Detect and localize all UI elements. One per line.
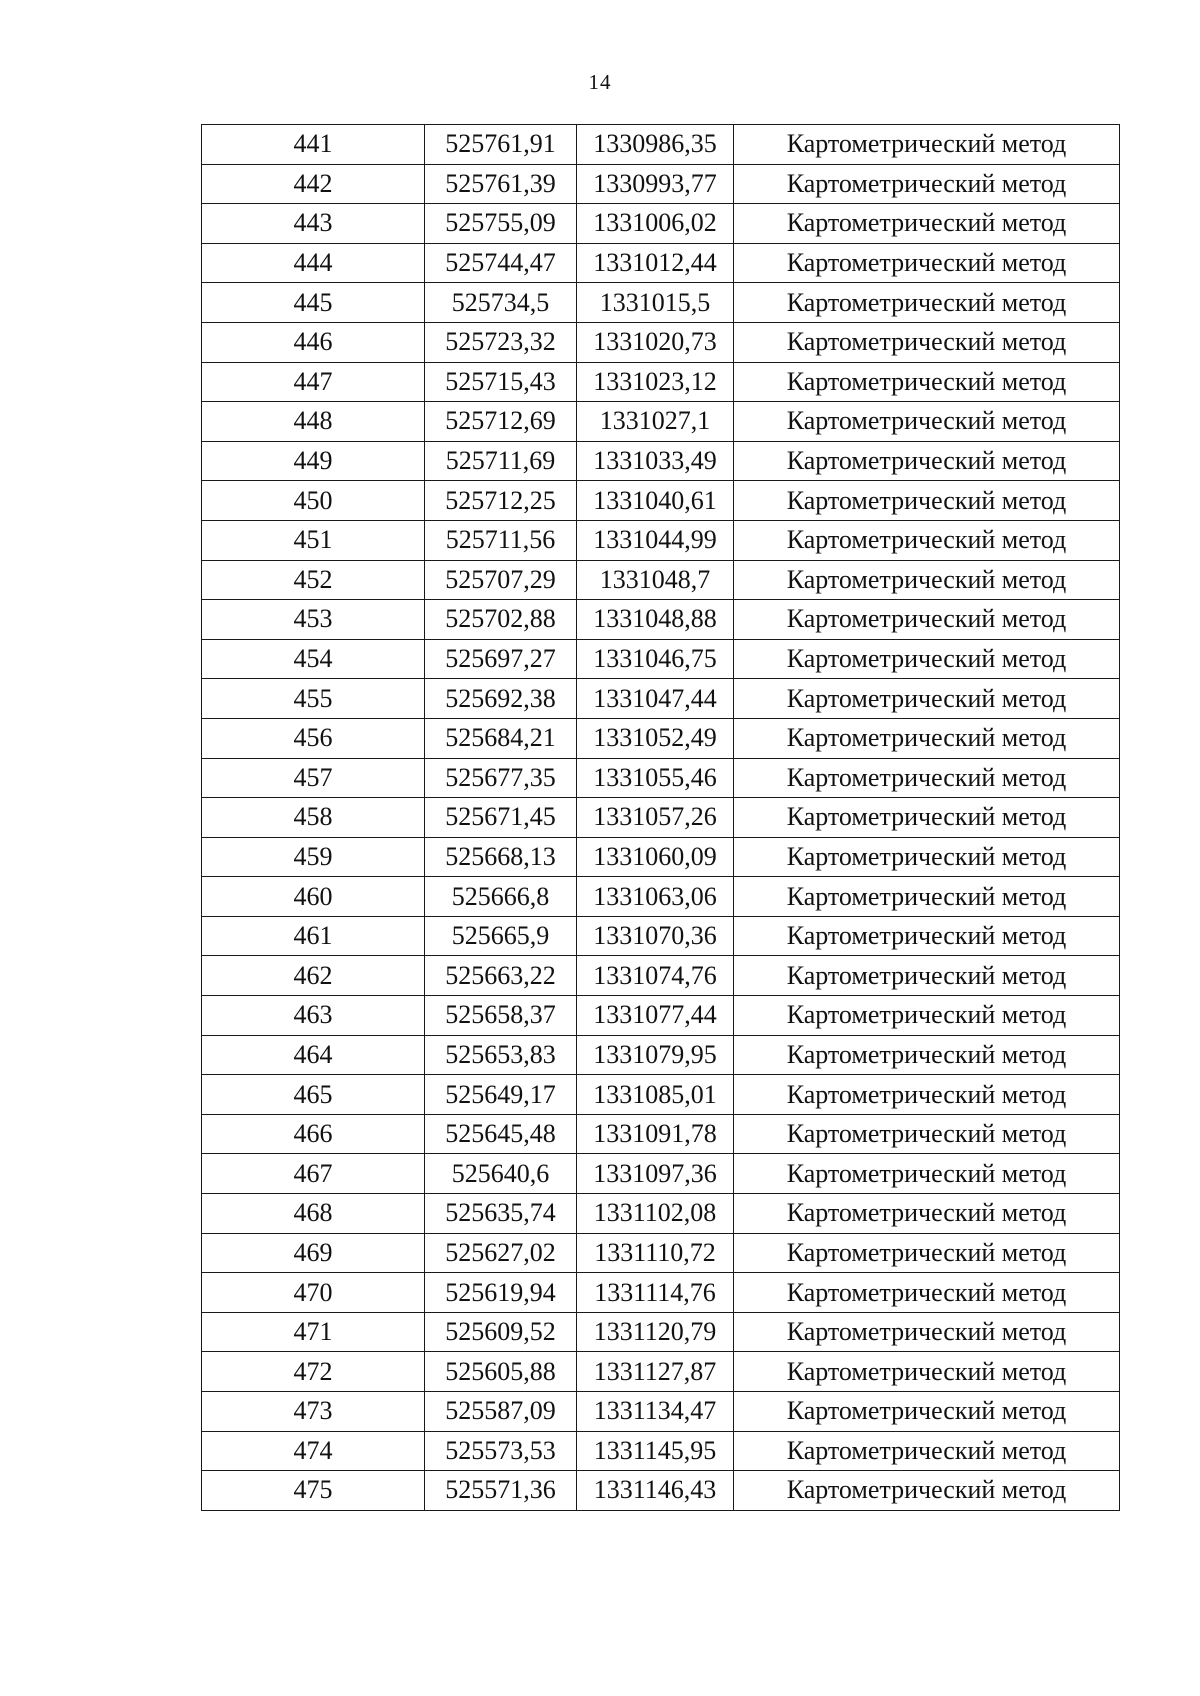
point-number-cell: 441 <box>202 125 425 165</box>
table-row <box>202 125 1120 165</box>
x-coordinate-cell: 525609,52 <box>425 1312 577 1352</box>
point-number-cell: 459 <box>202 837 425 877</box>
x-coordinate-cell: 525663,22 <box>425 956 577 996</box>
y-coordinate-cell: 1331055,46 <box>577 758 734 798</box>
point-number-cell: 461 <box>202 916 425 956</box>
point-number-cell: 455 <box>202 679 425 719</box>
table-row <box>202 1312 1120 1352</box>
method-cell: Картометрический метод <box>734 1392 1120 1432</box>
point-number-cell: 444 <box>202 243 425 283</box>
point-number-cell: 463 <box>202 996 425 1036</box>
x-coordinate-cell: 525658,37 <box>425 996 577 1036</box>
y-coordinate-cell: 1331070,36 <box>577 916 734 956</box>
method-cell: Картометрический метод <box>734 639 1120 679</box>
table-row <box>202 679 1120 719</box>
method-cell: Картометрический метод <box>734 1352 1120 1392</box>
point-number-cell: 456 <box>202 718 425 758</box>
table-row <box>202 1273 1120 1313</box>
point-number-cell: 449 <box>202 441 425 481</box>
point-number-cell: 466 <box>202 1114 425 1154</box>
x-coordinate-cell: 525711,69 <box>425 441 577 481</box>
y-coordinate-cell: 1331127,87 <box>577 1352 734 1392</box>
method-cell: Картометрический метод <box>734 1194 1120 1234</box>
x-coordinate-cell: 525755,09 <box>425 204 577 244</box>
table-row <box>202 1194 1120 1234</box>
method-cell: Картометрический метод <box>734 204 1120 244</box>
x-coordinate-cell: 525692,38 <box>425 679 577 719</box>
x-coordinate-cell: 525744,47 <box>425 243 577 283</box>
y-coordinate-cell: 1331015,5 <box>577 283 734 323</box>
x-coordinate-cell: 525668,13 <box>425 837 577 877</box>
point-number-cell: 447 <box>202 362 425 402</box>
x-coordinate-cell: 525653,83 <box>425 1035 577 1075</box>
method-cell: Картометрический метод <box>734 1035 1120 1075</box>
table-row <box>202 1035 1120 1075</box>
method-cell: Картометрический метод <box>734 322 1120 362</box>
x-coordinate-cell: 525702,88 <box>425 600 577 640</box>
method-cell: Картометрический метод <box>734 1431 1120 1471</box>
table-row <box>202 1392 1120 1432</box>
point-number-cell: 464 <box>202 1035 425 1075</box>
y-coordinate-cell: 1331020,73 <box>577 322 734 362</box>
table-row <box>202 441 1120 481</box>
point-number-cell: 474 <box>202 1431 425 1471</box>
y-coordinate-cell: 1331006,02 <box>577 204 734 244</box>
point-number-cell: 473 <box>202 1392 425 1432</box>
method-cell: Картометрический метод <box>734 798 1120 838</box>
y-coordinate-cell: 1331114,76 <box>577 1273 734 1313</box>
page-number: 14 <box>588 70 612 94</box>
y-coordinate-cell: 1330986,35 <box>577 125 734 165</box>
method-cell: Картометрический метод <box>734 402 1120 442</box>
table-row <box>202 283 1120 323</box>
method-cell: Картометрический метод <box>734 441 1120 481</box>
y-coordinate-cell: 1331134,47 <box>577 1392 734 1432</box>
y-coordinate-cell: 1331048,88 <box>577 600 734 640</box>
x-coordinate-cell: 525587,09 <box>425 1392 577 1432</box>
x-coordinate-cell: 525707,29 <box>425 560 577 600</box>
table-row <box>202 520 1120 560</box>
point-number-cell: 448 <box>202 402 425 442</box>
x-coordinate-cell: 525684,21 <box>425 718 577 758</box>
table-row <box>202 322 1120 362</box>
point-number-cell: 475 <box>202 1471 425 1511</box>
table-row <box>202 204 1120 244</box>
table-row <box>202 1075 1120 1115</box>
y-coordinate-cell: 1331120,79 <box>577 1312 734 1352</box>
table-row <box>202 996 1120 1036</box>
point-number-cell: 460 <box>202 877 425 917</box>
method-cell: Картометрический метод <box>734 877 1120 917</box>
y-coordinate-cell: 1331052,49 <box>577 718 734 758</box>
x-coordinate-cell: 525677,35 <box>425 758 577 798</box>
y-coordinate-cell: 1331027,1 <box>577 402 734 442</box>
method-cell: Картометрический метод <box>734 1312 1120 1352</box>
method-cell: Картометрический метод <box>734 837 1120 877</box>
table-row <box>202 1154 1120 1194</box>
table-row <box>202 639 1120 679</box>
point-number-cell: 453 <box>202 600 425 640</box>
x-coordinate-cell: 525666,8 <box>425 877 577 917</box>
table-row <box>202 1114 1120 1154</box>
method-cell: Картометрический метод <box>734 243 1120 283</box>
y-coordinate-cell: 1331102,08 <box>577 1194 734 1234</box>
x-coordinate-cell: 525711,56 <box>425 520 577 560</box>
coordinates-table <box>201 124 1120 1511</box>
y-coordinate-cell: 1331074,76 <box>577 956 734 996</box>
method-cell: Картометрический метод <box>734 362 1120 402</box>
x-coordinate-cell: 525645,48 <box>425 1114 577 1154</box>
x-coordinate-cell: 525761,91 <box>425 125 577 165</box>
point-number-cell: 465 <box>202 1075 425 1115</box>
y-coordinate-cell: 1330993,77 <box>577 164 734 204</box>
method-cell: Картометрический метод <box>734 679 1120 719</box>
point-number-cell: 467 <box>202 1154 425 1194</box>
method-cell: Картометрический метод <box>734 916 1120 956</box>
table-row <box>202 600 1120 640</box>
x-coordinate-cell: 525640,6 <box>425 1154 577 1194</box>
y-coordinate-cell: 1331060,09 <box>577 837 734 877</box>
y-coordinate-cell: 1331047,44 <box>577 679 734 719</box>
y-coordinate-cell: 1331063,06 <box>577 877 734 917</box>
y-coordinate-cell: 1331033,49 <box>577 441 734 481</box>
point-number-cell: 451 <box>202 520 425 560</box>
y-coordinate-cell: 1331046,75 <box>577 639 734 679</box>
x-coordinate-cell: 525761,39 <box>425 164 577 204</box>
table-row <box>202 1233 1120 1273</box>
x-coordinate-cell: 525712,69 <box>425 402 577 442</box>
x-coordinate-cell: 525627,02 <box>425 1233 577 1273</box>
table-row <box>202 164 1120 204</box>
x-coordinate-cell: 525619,94 <box>425 1273 577 1313</box>
x-coordinate-cell: 525665,9 <box>425 916 577 956</box>
table-row <box>202 362 1120 402</box>
method-cell: Картометрический метод <box>734 1273 1120 1313</box>
y-coordinate-cell: 1331077,44 <box>577 996 734 1036</box>
table-row <box>202 877 1120 917</box>
x-coordinate-cell: 525715,43 <box>425 362 577 402</box>
y-coordinate-cell: 1331040,61 <box>577 481 734 521</box>
method-cell: Картометрический метод <box>734 1233 1120 1273</box>
x-coordinate-cell: 525712,25 <box>425 481 577 521</box>
y-coordinate-cell: 1331146,43 <box>577 1471 734 1511</box>
point-number-cell: 470 <box>202 1273 425 1313</box>
y-coordinate-cell: 1331079,95 <box>577 1035 734 1075</box>
x-coordinate-cell: 525697,27 <box>425 639 577 679</box>
method-cell: Картометрический метод <box>734 1154 1120 1194</box>
method-cell: Картометрический метод <box>734 1075 1120 1115</box>
y-coordinate-cell: 1331023,12 <box>577 362 734 402</box>
table-row <box>202 837 1120 877</box>
y-coordinate-cell: 1331048,7 <box>577 560 734 600</box>
y-coordinate-cell: 1331085,01 <box>577 1075 734 1115</box>
x-coordinate-cell: 525573,53 <box>425 1431 577 1471</box>
y-coordinate-cell: 1331097,36 <box>577 1154 734 1194</box>
method-cell: Картометрический метод <box>734 560 1120 600</box>
point-number-cell: 443 <box>202 204 425 244</box>
table-row <box>202 956 1120 996</box>
table-row <box>202 1431 1120 1471</box>
method-cell: Картометрический метод <box>734 1114 1120 1154</box>
point-number-cell: 462 <box>202 956 425 996</box>
table-row <box>202 718 1120 758</box>
y-coordinate-cell: 1331012,44 <box>577 243 734 283</box>
x-coordinate-cell: 525635,74 <box>425 1194 577 1234</box>
x-coordinate-cell: 525571,36 <box>425 1471 577 1511</box>
x-coordinate-cell: 525723,32 <box>425 322 577 362</box>
method-cell: Картометрический метод <box>734 718 1120 758</box>
table-row <box>202 1471 1120 1511</box>
table-row <box>202 798 1120 838</box>
method-cell: Картометрический метод <box>734 758 1120 798</box>
method-cell: Картометрический метод <box>734 520 1120 560</box>
method-cell: Картометрический метод <box>734 600 1120 640</box>
method-cell: Картометрический метод <box>734 481 1120 521</box>
point-number-cell: 472 <box>202 1352 425 1392</box>
table-row <box>202 1352 1120 1392</box>
point-number-cell: 469 <box>202 1233 425 1273</box>
point-number-cell: 458 <box>202 798 425 838</box>
table-row <box>202 402 1120 442</box>
point-number-cell: 446 <box>202 322 425 362</box>
x-coordinate-cell: 525734,5 <box>425 283 577 323</box>
x-coordinate-cell: 525671,45 <box>425 798 577 838</box>
point-number-cell: 468 <box>202 1194 425 1234</box>
table-row <box>202 481 1120 521</box>
method-cell: Картометрический метод <box>734 125 1120 165</box>
y-coordinate-cell: 1331145,95 <box>577 1431 734 1471</box>
point-number-cell: 457 <box>202 758 425 798</box>
table-row <box>202 560 1120 600</box>
point-number-cell: 450 <box>202 481 425 521</box>
point-number-cell: 454 <box>202 639 425 679</box>
table-row <box>202 243 1120 283</box>
coordinates-table-body <box>202 125 1120 1511</box>
method-cell: Картометрический метод <box>734 283 1120 323</box>
x-coordinate-cell: 525649,17 <box>425 1075 577 1115</box>
method-cell: Картометрический метод <box>734 164 1120 204</box>
y-coordinate-cell: 1331057,26 <box>577 798 734 838</box>
x-coordinate-cell: 525605,88 <box>425 1352 577 1392</box>
point-number-cell: 442 <box>202 164 425 204</box>
method-cell: Картометрический метод <box>734 956 1120 996</box>
table-row <box>202 916 1120 956</box>
point-number-cell: 471 <box>202 1312 425 1352</box>
point-number-cell: 452 <box>202 560 425 600</box>
y-coordinate-cell: 1331044,99 <box>577 520 734 560</box>
y-coordinate-cell: 1331091,78 <box>577 1114 734 1154</box>
method-cell: Картометрический метод <box>734 996 1120 1036</box>
y-coordinate-cell: 1331110,72 <box>577 1233 734 1273</box>
method-cell: Картометрический метод <box>734 1471 1120 1511</box>
point-number-cell: 445 <box>202 283 425 323</box>
table-row <box>202 758 1120 798</box>
